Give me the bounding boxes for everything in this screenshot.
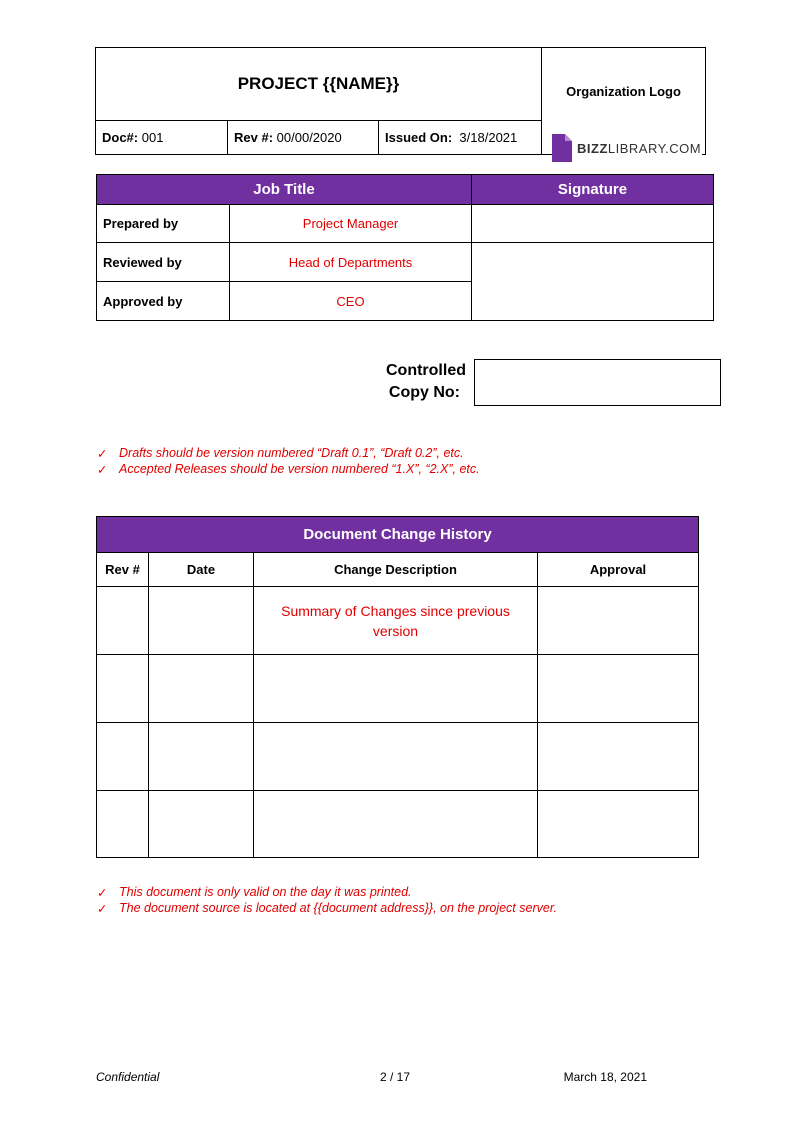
history-row-4-date[interactable] [148,790,254,858]
footer-page-number: 2 / 17 [379,1070,411,1084]
footer-confidential: Confidential [96,1070,160,1084]
note-drafts-text: Drafts should be version numbered “Draft 0.1”, “Draft 0.2”, etc. [119,446,464,460]
controlled-label-line2: Copy No: [388,384,460,401]
col-approval: Approval [537,552,699,587]
history-row-2-date[interactable] [148,654,254,723]
note-validity [97,884,697,900]
history-row-3-approval[interactable] [537,722,699,791]
history-row-3-rev[interactable] [96,722,149,791]
note-source [97,900,697,916]
history-row-1-rev[interactable] [96,586,149,655]
history-row-4-approval[interactable] [537,790,699,858]
org-logo-label: Organization Logo [566,83,681,99]
role-prepared: Prepared by [96,204,230,243]
rev-number-cell [227,120,379,155]
title-reviewed: Head of Departments [229,242,472,282]
note-releases-text: Accepted Releases should be version numbered “1.X”, “2.X”, etc. [119,462,480,476]
job-title-header: Job Title [96,174,472,205]
history-row-2-rev[interactable] [96,654,149,723]
history-row-1-approval[interactable] [537,586,699,655]
history-row-2-description[interactable] [253,654,538,723]
controlled-copy-label [340,360,466,406]
checkmark-icon: ✓ [97,462,108,477]
history-row-1-description-text: Summary of Changes since previous version [281,603,510,639]
controlled-copy-input[interactable] [474,359,721,406]
signature-prepared[interactable] [471,204,714,243]
history-row-1-description[interactable] [253,586,538,655]
col-date: Date [148,552,254,587]
note-drafts [97,445,697,461]
change-history-title: Document Change History [96,516,699,553]
history-row-2-approval[interactable] [537,654,699,723]
col-change-description: Change Description [253,552,538,587]
col-rev: Rev # [96,552,149,587]
doc-label: Doc#: [102,130,139,145]
brand-rest: LIBRARY.COM [607,140,702,156]
note-validity-text: This document is only valid on the day it was printed. [119,885,412,899]
doc-value: 001 [141,130,164,145]
note-source-text: The document source is located at {{document address}}, on the project server. [119,901,557,915]
history-row-1-date[interactable] [148,586,254,655]
title-approved: CEO [229,281,472,321]
history-row-3-description[interactable] [253,722,538,791]
role-reviewed: Reviewed by [96,242,230,282]
project-title: PROJECT {{NAME}} [95,47,542,121]
issued-value: 3/18/2021 [459,130,518,145]
note-releases [97,461,697,477]
rev-value: 00/00/2020 [276,130,342,145]
role-approved: Approved by [96,281,230,321]
doc-number-cell [95,120,228,155]
issued-on-cell [378,120,542,155]
history-row-3-date[interactable] [148,722,254,791]
title-prepared: Project Manager [229,204,472,243]
checkmark-icon: ✓ [97,885,108,900]
brand-bold: BIZZ [577,140,608,156]
issued-label: Issued On: [385,130,453,145]
checkmark-icon: ✓ [97,446,108,461]
checkmark-icon: ✓ [97,901,108,916]
rev-label: Rev #: [234,130,274,145]
footer-date: March 18, 2021 [563,1070,647,1084]
history-row-4-description[interactable] [253,790,538,858]
history-row-4-rev[interactable] [96,790,149,858]
document-icon [552,134,572,162]
bizzlibrary-logo [552,133,702,163]
signature-header: Signature [471,174,714,205]
controlled-label-line1: Controlled [386,362,466,379]
signature-reviewed-approved[interactable] [471,242,714,321]
